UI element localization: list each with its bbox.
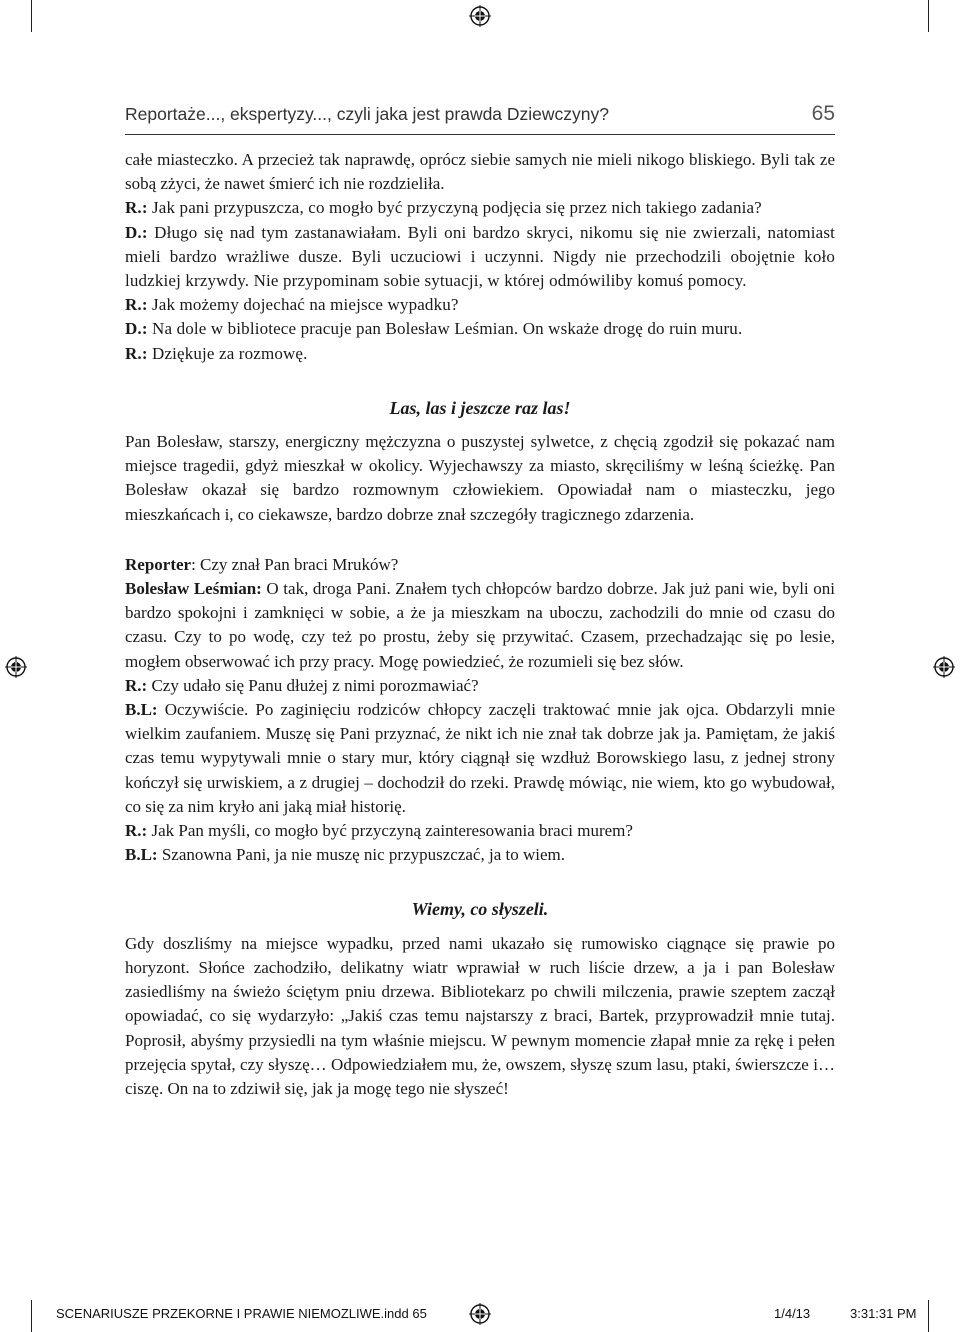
speaker-label: B.L:	[125, 845, 158, 865]
speaker-label: Reporter	[125, 554, 192, 574]
speaker-label: R.:	[125, 675, 148, 695]
dialogue-line	[125, 196, 835, 220]
dialogue-text: Jak pani przypuszcza, co mogło być przyczyną podjęcia się przez nich takiego zadania?	[147, 198, 762, 218]
registration-mark-top-icon	[469, 5, 491, 27]
dialogue-text: Szanowna Pani, ja nie muszę nic przypuszczać, ja to wiem.	[157, 845, 565, 865]
dialogue-line	[125, 674, 835, 698]
running-header	[125, 100, 835, 135]
dialogue-line	[125, 577, 835, 674]
dialogue-line	[125, 342, 835, 366]
dialogue-text: Na dole w bibliotece pracuje pan Bolesław Leśmian. On wskaże drogę do ruin muru.	[147, 319, 743, 339]
registration-mark-left-icon	[5, 656, 27, 678]
speaker-label: B.L:	[125, 700, 158, 720]
dialogue-line	[125, 317, 835, 341]
indd-filename: SCENARIUSZE PRZEKORNE I PRAWIE NIEMOZLIWE.indd 65	[56, 1306, 427, 1321]
dialogue-line	[125, 819, 835, 843]
dialogue-text: Jak możemy dojechać na miejsce wypadku?	[147, 295, 459, 315]
speaker-label: R.:	[125, 295, 148, 315]
section-heading: Las, las i jeszcze raz las!	[389, 397, 571, 418]
page-number: 65	[811, 102, 835, 125]
print-date: 1/4/13	[774, 1306, 811, 1321]
dialogue-line	[125, 843, 835, 867]
dialogue-text: : Czy znał Pan braci Mruków?	[191, 554, 399, 574]
crop-mark-top-right-v	[928, 0, 929, 32]
dialogue-text: Dziękuje za rozmowę.	[147, 343, 308, 363]
crop-mark-top-left-v	[31, 0, 32, 32]
speaker-label: D.:	[125, 319, 148, 339]
dialogue-text: Oczywiście. Po zaginięciu rodziców chłopcy zaczęli traktować mnie jak ojca. Obdarzyli mnie wielkim zaufaniem. Muszę się Pani przyznać, że nikt ich nie znał tak dobrze jak ja. Pamiętam, że jakiś czas temu wypytywali mnie o stary mur, który ciągnął się wzdłuż Borowskiego lasu, z jednej strony kończył się urwiskiem, a z drugiej – dochodził do rzeki. Prawdę mówiąc, nie wiem, kto go wybudował, co się za nim kryło ani jaką miał historię.	[125, 700, 835, 816]
registration-mark-right-icon	[933, 656, 955, 678]
speaker-label: D.:	[125, 222, 148, 242]
speaker-label: R.:	[125, 198, 148, 218]
paragraph-intro: całe miasteczko. A przecież tak naprawdę, oprócz siebie samych nie mieli nikogo bliskiego. Byli tak ze sobą zżyci, że nawet śmierć ich nie rozdzieliła.	[125, 150, 835, 194]
dialogue-line	[125, 553, 835, 577]
page-body	[125, 148, 835, 1101]
dialogue-text: Jak Pan myśli, co mogło być przyczyną zainteresowania braci murem?	[147, 821, 633, 841]
section-heading: Wiemy, co słyszeli.	[411, 899, 549, 920]
dialogue-text: O tak, droga Pani. Znałem tych chłopców bardzo dobrze. Jak już pani wie, byli oni bardzo spokojni i zamknięci w sobie, a że ja mieszkam na uboczu, zachodzili do mnie od czasu do czasu. Czy to po wodę, czy też po prostu, żeby się przywitać. Czasem, przechadzając się po lesie, mogłem obserwować ich przy pracy. Mogę powiedzieć, że rozumieli się bez słów.	[125, 579, 835, 671]
speaker-label: Bolesław Leśmian:	[125, 579, 262, 599]
dialogue-text: Czy udało się Panu dłużej z nimi porozmawiać?	[147, 675, 479, 695]
dialogue-text: Długo się nad tym zastanawiałam. Byli oni bardzo skryci, nikomu się nie zwierzali, natomiast mieli bardzo wrażliwe dusze. Byli uczuciowi i uczynni. Nigdy nie przechodzili obojętnie koło ludzkiej krzywdy. Nie przypominam sobie sytuacji, w której odmówiliby komuś pomocy.	[125, 222, 835, 291]
paragraph-narrative: Pan Bolesław, starszy, energiczny mężczyzna o puszystej sylwetce, z chęcią zgodził się pokazać nam miejsce tragedii, gdyż mieszkał w okolicy. Wyjechawszy za miasto, skręciliśmy w leśną ścieżkę. Pan Bolesław okazał się bardzo rozmownym człowiekiem. Opowiadał nam o miasteczku, jego mieszkańcach i, co ciekawsze, bardzo dobrze znał szczegóły tragicznego zdarzenia.	[125, 432, 835, 524]
dialogue-line	[125, 221, 835, 294]
speaker-label: R.:	[125, 821, 148, 841]
speaker-label: R.:	[125, 343, 148, 363]
print-time: 3:31:31 PM	[850, 1306, 917, 1321]
paragraph-narrative: Gdy doszliśmy na miejsce wypadku, przed nami ukazało się rumowisko ciągnące się prawie po horyzont. Słońce zachodziło, delikatny wiatr wprawiał w ruch liście drzew, a ja i pan Bolesław zasiedliśmy na świeżo ściętym pniu drzewa. Bibliotekarz po chwili milczenia, prawie szeptem zaczął opowiadać, co się wydarzyło: „Jakiś czas temu najstarszy z braci, Bartek, przyprowadził mnie tutaj. Poprosił, abyśmy przysiedli na tym właśnie miejscu. W pewnym momencie złapał mnie za rękę i pełen przejęcia spytał, czy słyszę… Odpowiedziałem mu, że, owszem, słyszę szum lasu, ptaki, świerszcze i… ciszę. On na to zdziwił się, jak ja mogę tego nie słyszeć!	[125, 933, 835, 1098]
running-title: Reportaże..., ekspertyzy..., czyli jaka jest prawda Dziewczyny?	[125, 104, 610, 124]
print-slug	[0, 1300, 960, 1328]
dialogue-line	[125, 293, 835, 317]
dialogue-line	[125, 698, 835, 819]
